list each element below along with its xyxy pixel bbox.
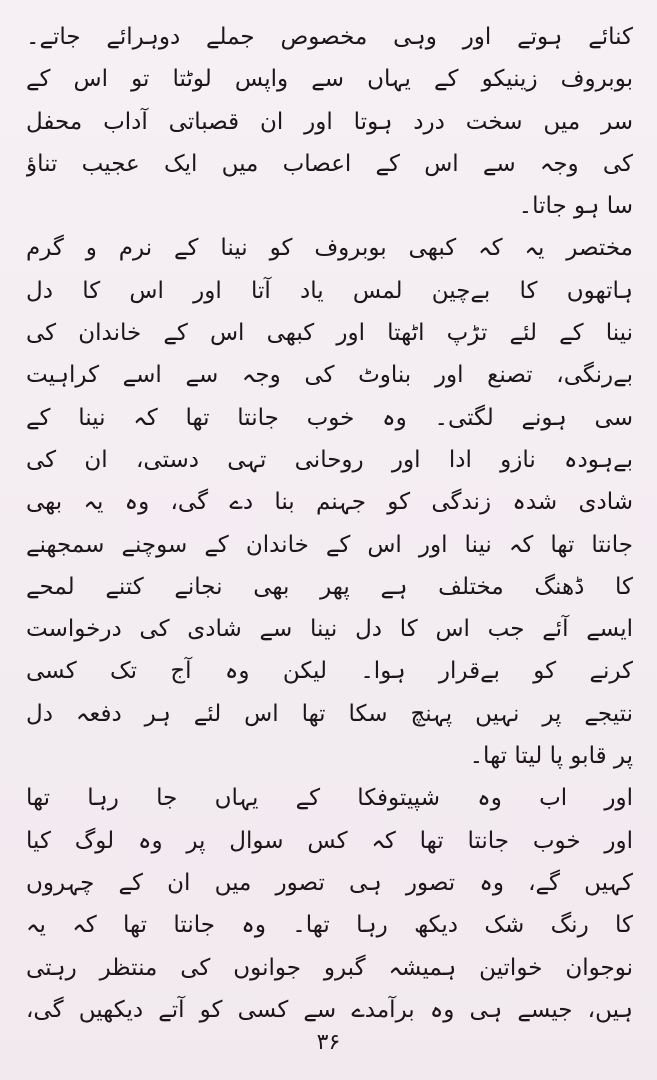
text-line: بوبروف زینیکو کے یہاں سے واپس لوٹتا تو اس کے	[26, 66, 633, 93]
text-line: نینا کے لئے تڑپ اٹھتا اور کبھی اس کے خاندان کی	[26, 320, 633, 347]
page-number: ۳۶	[316, 1030, 341, 1055]
text-line: ایسے آئے جب اس کا دل نینا سے شادی کی درخواست	[26, 616, 633, 643]
text-line: سا ہو جاتا۔	[518, 193, 633, 220]
text-line: ہیں، جیسے ہی وہ برآمدے سے کسی کو آتے دیکھیں گی،	[26, 996, 633, 1023]
text-line: پر قابو پا لیتا تھا۔	[469, 743, 633, 770]
text-line: سی ہونے لگتی۔ وہ خوب جانتا تھا کہ نینا کے	[26, 404, 633, 431]
text-line: شادی شدہ زندگی کو جہنم بنا دے گی، وہ یہ بھی	[26, 489, 633, 516]
text-line: کہیں گے، وہ تصور ہی تصور میں ان کے چہروں	[26, 869, 633, 896]
text-line: مختصر یہ کہ کبھی بوبروف کو نینا کے نرم و گرم	[26, 235, 633, 262]
text-line: ہاتھوں کا بےچین لمس یاد آتا اور اس کا دل	[26, 277, 633, 304]
text-line: بےہودہ نازو ادا اور روحانی تہی دستی، ان کی	[26, 446, 633, 473]
text-line: کنائے ہوتے اور وہی مخصوص جملے دوہرائے جاتے۔	[26, 24, 633, 50]
text-line: جانتا تھا کہ نینا اور اس کے خاندان کے سوچنے سمجھنے	[26, 531, 633, 558]
text-line: نوجوان خواتین ہمیشہ گبرو جوانوں کی منتظر رہتی	[26, 954, 633, 981]
text-line: نتیجے پر نہیں پہنچ سکا تھا اس لئے ہر دفعہ دل	[26, 700, 633, 727]
text-line: اور اب وہ شپیتوفکا کے یہاں جا رہا تھا	[26, 785, 633, 812]
text-line: کا ڈھنگ مختلف ہے پھر بھی نجانے کتنے لمحے	[26, 573, 633, 600]
text-line: کرنے کو بےقرار ہوا۔ لیکن وہ آج تک کسی	[26, 658, 633, 685]
text-line: اور خوب جانتا تھا کہ کس سوال پر وہ لوگ کیا	[26, 827, 633, 854]
text-line: بےرنگی، تصنع اور بناوٹ کی وجہ سے اسے کراہیت	[26, 362, 633, 389]
body-text	[26, 16, 633, 1031]
text-line: کی وجہ سے اس کے اعصاب میں ایک عجیب تناؤ	[26, 150, 633, 177]
text-line: کا رنگ شک دیکھ رہا تھا۔ وہ جانتا تھا کہ یہ	[26, 912, 633, 939]
text-line: سر میں سخت درد ہوتا اور ان قصباتی آداب محفل	[26, 108, 633, 135]
